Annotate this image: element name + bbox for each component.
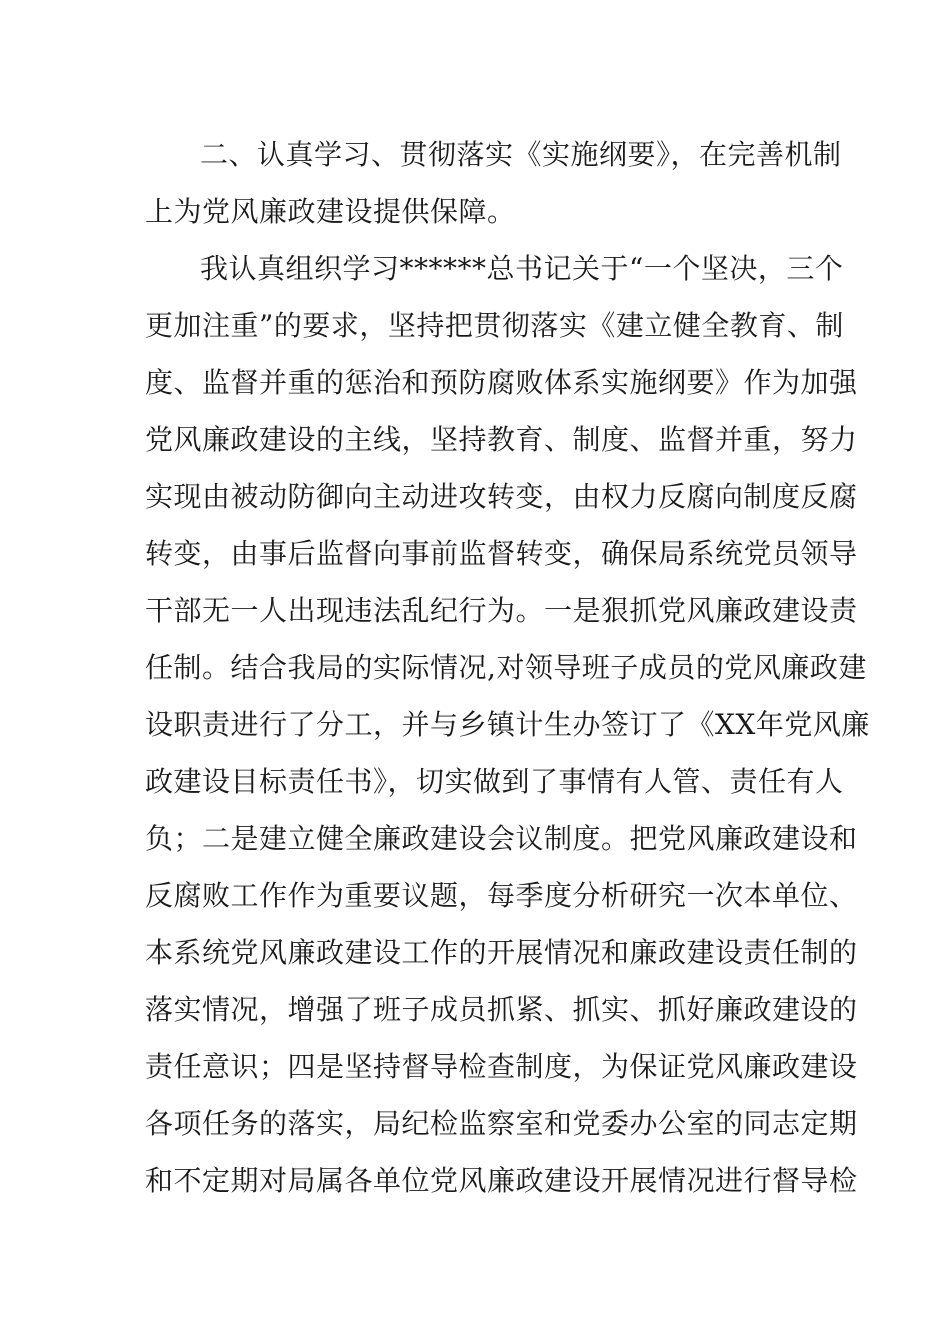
paragraph-line: 和不定期对局属各单位党风廉政建设开展情况进行督导检 xyxy=(145,1164,858,1197)
paragraph-line: 度、监督并重的惩治和预防腐败体系实施纲要》作为加强 xyxy=(145,366,858,399)
paragraph-line: 责任意识；四是坚持督导检查制度，为保证党风廉政建设 xyxy=(145,1050,858,1083)
paragraph-line: 更加注重”的要求，坚持把贯彻落实《建立健全教育、制 xyxy=(145,309,844,342)
paragraph-line: 政建设目标责任书》，切实做到了事情有人管、责任有人 xyxy=(145,765,844,798)
paragraph-line: 我认真组织学习******总书记关于“一个坚决，三个 xyxy=(200,252,844,285)
section-heading-line-1: 二、认真学习、贯彻落实《实施纲要》，在完善机制 xyxy=(200,138,842,171)
paragraph-line: 党风廉政建设的主线，坚持教育、制度、监督并重，努力 xyxy=(145,423,858,456)
paragraph-line: 落实情况，增强了班子成员抓紧、抓实、抓好廉政建设的 xyxy=(145,993,858,1026)
paragraph-line: 各项任务的落实，局纪检监察室和党委办公室的同志定期 xyxy=(145,1107,858,1140)
paragraph-line: 负；二是建立健全廉政建设会议制度。把党风廉政建设和 xyxy=(145,822,858,855)
paragraph-line: 转变，由事后监督向事前监督转变，确保局系统党员领导 xyxy=(145,537,858,570)
paragraph-line: 反腐败工作作为重要议题，每季度分析研究一次本单位、 xyxy=(145,879,858,912)
paragraph-line: 设职责进行了分工，并与乡镇计生办签订了《XX年党风廉 xyxy=(145,708,870,741)
paragraph-line: 任制。结合我局的实际情况,对领导班子成员的党风廉政建 xyxy=(145,651,867,684)
section-heading-line-2: 上为党风廉政建设提供保障。 xyxy=(145,195,516,228)
paragraph-line: 本系统党风廉政建设工作的开展情况和廉政建设责任制的 xyxy=(145,936,858,969)
paragraph-line: 实现由被动防御向主动进攻转变，由权力反腐向制度反腐 xyxy=(145,480,858,513)
paragraph-line: 干部无一人出现违法乱纪行为。一是狠抓党风廉政建设责 xyxy=(145,594,858,627)
